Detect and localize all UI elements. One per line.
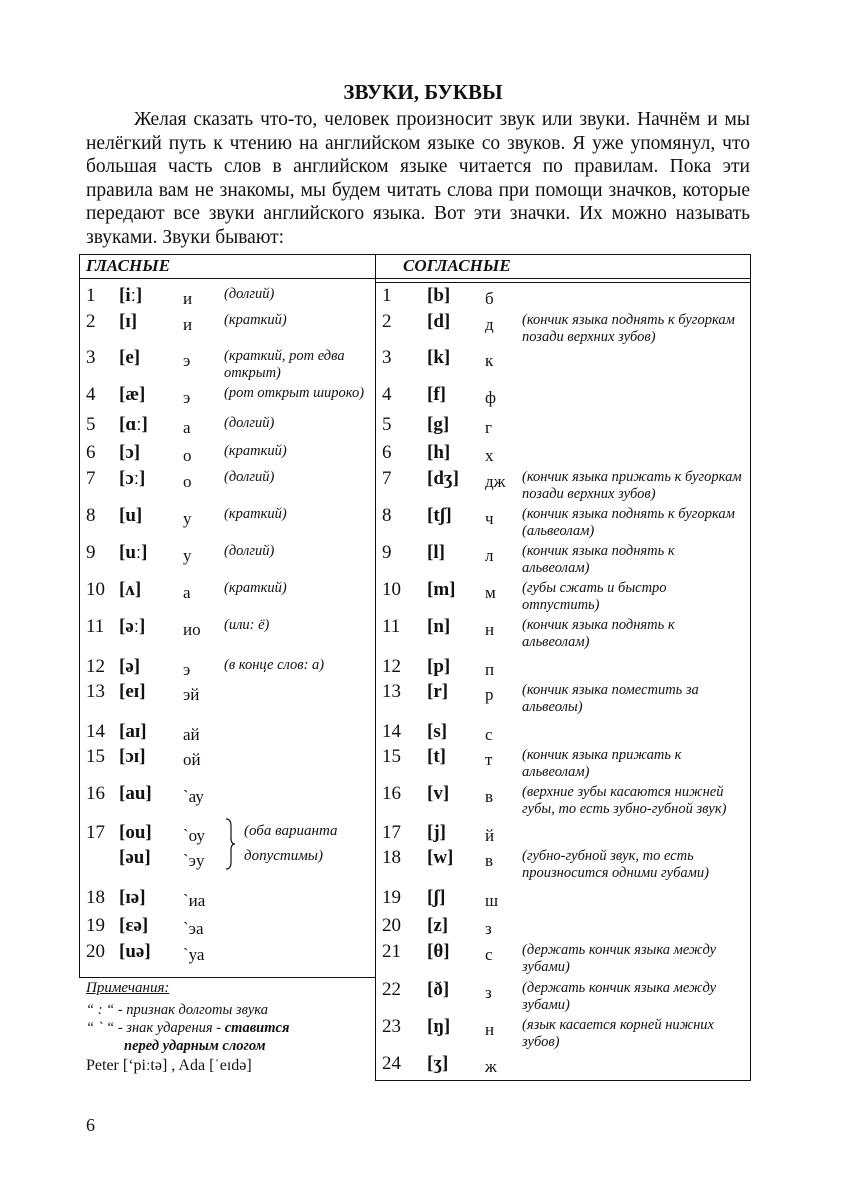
consonant-russian: н	[485, 620, 495, 639]
vowel-number: 8	[86, 505, 96, 526]
vowel-number: 5	[86, 414, 96, 435]
consonant-row	[382, 1016, 748, 1050]
consonant-note: (кончик языка прижать к бугоркам позади верхних зубов)	[522, 469, 742, 502]
vowel-row	[86, 579, 371, 603]
consonant-row	[382, 542, 748, 576]
consonant-number: 7	[382, 468, 392, 489]
consonant-note: (держать кончик языка между зубами)	[522, 980, 717, 1013]
consonant-ipa: [j]	[427, 822, 446, 843]
consonant-number: 13	[382, 681, 401, 702]
vowel-note: (краткий)	[224, 312, 287, 328]
vowel-row	[86, 468, 371, 492]
consonant-row	[382, 783, 748, 817]
consonant-russian: дж	[485, 472, 506, 491]
vowel-number: 10	[86, 579, 105, 600]
consonant-number: 18	[382, 847, 401, 868]
vowel-ipa: [u]	[119, 505, 143, 526]
consonant-number: 17	[382, 822, 401, 843]
brace-icon	[225, 818, 235, 870]
consonant-russian: м	[485, 583, 496, 602]
vowel-ipa: [ə]	[119, 656, 141, 677]
vowel-russian: э	[183, 388, 191, 407]
consonant-row	[382, 887, 748, 911]
vowel-ipa: [ɑː]	[119, 414, 148, 435]
notes-stress-mark	[86, 1020, 289, 1037]
consonant-row	[382, 915, 748, 939]
vowel-number: 18	[86, 887, 105, 908]
page-number: 6	[86, 1115, 95, 1135]
consonant-row	[382, 384, 748, 408]
vowel-ipa: [æ]	[119, 384, 146, 405]
consonant-ipa: [ʃ]	[427, 887, 446, 908]
vowel-russian: а	[183, 583, 191, 602]
vowel-ipa: [uə]	[119, 941, 151, 962]
notes-stress-continuation: перед ударным слогом	[124, 1038, 266, 1054]
consonant-ipa: [tʃ]	[427, 505, 452, 526]
consonant-row	[382, 468, 748, 502]
vowel-russian: `эа	[183, 919, 204, 938]
vowel-russian: э	[183, 351, 191, 370]
vowel-russian: у	[183, 509, 192, 528]
vowel-note: допустимы)	[244, 848, 323, 864]
consonant-ipa: [f]	[427, 384, 446, 405]
consonant-ipa: [d]	[427, 311, 451, 332]
consonant-russian: в	[485, 851, 494, 870]
vowel-russian: и	[183, 289, 193, 308]
consonant-russian: з	[485, 919, 492, 938]
consonant-russian: к	[485, 351, 494, 370]
vowel-note: (краткий)	[224, 580, 287, 596]
vowel-row	[86, 442, 371, 466]
consonant-russian: ч	[485, 509, 494, 528]
consonant-ipa: [ð]	[427, 979, 450, 1000]
vowel-ipa: [aɪ]	[119, 721, 147, 742]
vowel-number: 9	[86, 542, 96, 563]
consonant-row	[382, 847, 748, 881]
consonant-russian: л	[485, 546, 494, 565]
vowel-russian: эй	[183, 685, 200, 704]
vowel-number: 4	[86, 384, 96, 405]
vowel-russian: ой	[183, 750, 201, 769]
vowel-row	[86, 783, 371, 807]
consonant-row	[382, 822, 748, 846]
vowel-number: 13	[86, 681, 105, 702]
consonant-ipa: [k]	[427, 347, 451, 368]
intro-paragraph: Желая сказать что-то, человек произносит звук или звуки. Начнём и мы нелёгкий путь к чтению на английском языке со звуков. Я уже упомянул, что большая часть слов в английском языке читается по правилам. Пока эти правила вам не знакомы, мы будем читать слова при помощи значков, которые передают все звуки английского языка. Вот эти значки. Их можно называть звуками. Звуки бывают:	[86, 109, 750, 248]
vowel-number: 7	[86, 468, 96, 489]
consonant-row	[382, 1053, 748, 1077]
vowel-number: 3	[86, 347, 96, 368]
vowel-row	[86, 285, 371, 309]
vowel-russian: ио	[183, 620, 201, 639]
vowel-ipa: [uː]	[119, 542, 148, 563]
consonant-ipa: [dʒ]	[427, 468, 459, 489]
vowel-note: (в конце слов: а)	[224, 657, 325, 673]
vowel-row	[86, 616, 371, 640]
vowel-note: (рот открыт широко)	[224, 385, 365, 401]
consonant-russian: в	[485, 787, 494, 806]
vowel-number: 2	[86, 311, 96, 332]
consonant-note: (кончик языка поднять к бугоркам (альвеолам)	[522, 506, 735, 539]
consonant-ipa: [v]	[427, 783, 450, 804]
vowel-note: (долгий)	[224, 543, 275, 559]
vowel-number: 11	[86, 616, 105, 637]
consonant-row	[382, 616, 748, 650]
vowel-ipa: [əː]	[119, 616, 146, 637]
consonant-ipa: [ʒ]	[427, 1053, 449, 1074]
consonant-row	[382, 347, 748, 371]
consonant-row	[382, 979, 748, 1013]
consonant-row	[382, 721, 748, 745]
vowel-ipa: [ɪ]	[119, 311, 138, 332]
vowel-row	[86, 887, 371, 911]
consonant-row	[382, 681, 748, 715]
consonant-number: 23	[382, 1016, 401, 1037]
consonant-russian: ж	[485, 1057, 497, 1076]
consonant-russian: с	[485, 945, 493, 964]
vowel-russian: `эу	[183, 851, 205, 870]
vowel-ipa: [iː]	[119, 285, 143, 306]
vowel-russian: `оу	[183, 826, 206, 845]
vowel-row	[86, 656, 371, 680]
consonant-note: (кончик языка поднять к альвеолам)	[522, 543, 675, 576]
vowel-ipa: [ɛə]	[119, 915, 149, 936]
vowels-header: ГЛАСНЫЕ	[86, 256, 171, 275]
vowel-ipa: [ɔ]	[119, 442, 141, 463]
vowel-russian: у	[183, 546, 192, 565]
vowel-row	[86, 915, 371, 939]
consonant-number: 5	[382, 414, 392, 435]
consonant-russian: с	[485, 725, 493, 744]
consonant-russian: й	[485, 826, 495, 845]
notes-stress-text: “ ` “ - знак ударения -	[86, 1020, 225, 1036]
vowel-ipa: [ɔː]	[119, 468, 146, 489]
consonant-ipa: [t]	[427, 746, 446, 767]
vowel-russian: ай	[183, 725, 200, 744]
vowel-russian: э	[183, 660, 191, 679]
vowel-row	[86, 311, 371, 335]
consonant-ipa: [b]	[427, 285, 451, 306]
consonant-note: (держать кончик языка между зубами)	[522, 942, 717, 975]
consonant-ipa: [r]	[427, 681, 449, 702]
consonant-row	[382, 656, 748, 680]
consonant-number: 24	[382, 1053, 401, 1074]
vowel-number: 1	[86, 285, 96, 306]
vowel-russian: о	[183, 446, 192, 465]
consonant-russian: г	[485, 418, 492, 437]
vowel-ipa: [ʌ]	[119, 579, 142, 600]
consonant-ipa: [n]	[427, 616, 451, 637]
vowel-number: 12	[86, 656, 105, 677]
notes-title: Примечания:	[86, 980, 170, 996]
consonant-number: 1	[382, 285, 392, 306]
vowel-number: 20	[86, 941, 105, 962]
consonant-row	[382, 285, 748, 309]
vowel-russian: `иа	[183, 891, 206, 910]
consonant-number: 2	[382, 311, 392, 332]
consonant-number: 20	[382, 915, 401, 936]
vowel-row	[86, 505, 371, 529]
vowel-russian: `уа	[183, 945, 205, 964]
vowel-note: (долгий)	[224, 415, 275, 431]
consonant-russian: т	[485, 750, 493, 769]
vowel-row	[86, 414, 371, 438]
consonant-number: 22	[382, 979, 401, 1000]
vowel-russian: а	[183, 418, 191, 437]
consonant-ipa: [p]	[427, 656, 451, 677]
consonant-number: 21	[382, 941, 401, 962]
consonant-number: 9	[382, 542, 392, 563]
consonant-number: 6	[382, 442, 392, 463]
consonant-russian: б	[485, 289, 494, 308]
consonant-row	[382, 414, 748, 438]
consonant-note: (кончик языка прижать к альвеолам)	[522, 747, 682, 780]
vowel-number: 15	[86, 746, 105, 767]
consonant-ipa: [h]	[427, 442, 451, 463]
consonant-ipa: [s]	[427, 721, 448, 742]
consonant-ipa: [z]	[427, 915, 449, 936]
consonant-number: 3	[382, 347, 392, 368]
vowel-ipa: [əu]	[119, 847, 151, 868]
consonant-number: 10	[382, 579, 401, 600]
notes-example: Peter [ʻpiːtə] , Ada [ˈeɪdə]	[86, 1057, 252, 1074]
consonant-note: (кончик языка поместить за альвеолы)	[522, 682, 699, 715]
consonant-russian: з	[485, 983, 492, 1002]
consonant-ipa: [l]	[427, 542, 445, 563]
consonant-row	[382, 941, 748, 975]
vowel-note: (или: ё)	[224, 617, 270, 633]
vowel-number: 14	[86, 721, 105, 742]
consonant-ipa: [θ]	[427, 941, 450, 962]
vowel-number: 17	[86, 822, 105, 843]
vowel-number: 6	[86, 442, 96, 463]
consonant-number: 19	[382, 887, 401, 908]
consonant-ipa: [w]	[427, 847, 454, 868]
header-rule	[79, 278, 751, 279]
vowel-row	[86, 746, 371, 770]
consonant-ipa: [ŋ]	[427, 1016, 451, 1037]
notes-long-mark: “ : “ - признак долготы звука	[86, 1002, 268, 1018]
consonant-number: 4	[382, 384, 392, 405]
vowel-note: (краткий)	[224, 506, 287, 522]
vowel-note: (краткий, рот едва открыт)	[224, 348, 345, 381]
vowel-note: (оба варианта	[244, 823, 338, 839]
vowel-note: (долгий)	[224, 469, 275, 485]
consonant-russian: п	[485, 660, 495, 679]
vowel-ipa: [ɪə]	[119, 887, 146, 908]
consonant-russian: р	[485, 685, 494, 704]
consonant-row	[382, 579, 748, 613]
vowel-ipa: [ou]	[119, 822, 152, 843]
consonant-note: (верхние зубы касаются нижней губы, то есть зубно-губной звук)	[522, 784, 727, 817]
vowel-note: (долгий)	[224, 286, 275, 302]
vowel-row	[86, 384, 371, 408]
consonant-note: (кончик языка поднять к бугоркам позади верхних зубов)	[522, 312, 735, 345]
vowel-row	[86, 721, 371, 745]
consonant-row	[382, 311, 748, 345]
consonant-number: 8	[382, 505, 392, 526]
consonant-row	[382, 505, 748, 539]
vowel-number: 19	[86, 915, 105, 936]
vowel-ipa: [e]	[119, 347, 141, 368]
consonant-row	[382, 746, 748, 780]
vowel-number: 16	[86, 783, 105, 804]
consonant-note: (кончик языка поднять к альвеолам)	[522, 617, 675, 650]
vowel-ipa: [au]	[119, 783, 152, 804]
header-rule-secondary	[375, 282, 751, 283]
consonant-ipa: [g]	[427, 414, 450, 435]
consonant-number: 14	[382, 721, 401, 742]
consonant-ipa: [m]	[427, 579, 456, 600]
consonant-russian: х	[485, 446, 494, 465]
consonant-number: 11	[382, 616, 401, 637]
consonants-header: СОГЛАСНЫЕ	[403, 256, 511, 275]
consonant-note: (губно-губной звук, то есть произносится одними губами)	[522, 848, 709, 881]
consonant-row	[382, 442, 748, 466]
consonant-number: 16	[382, 783, 401, 804]
consonant-russian: н	[485, 1020, 495, 1039]
vowel-russian: и	[183, 315, 193, 334]
page-title: ЗВУКИ, БУКВЫ	[343, 80, 503, 104]
vowel-row	[86, 542, 371, 566]
consonant-note: (язык касается корней нижних зубов)	[522, 1017, 714, 1050]
consonant-note: (губы сжать и быстро отпустить)	[522, 580, 667, 613]
consonant-number: 15	[382, 746, 401, 767]
consonant-number: 12	[382, 656, 401, 677]
vowel-russian: о	[183, 472, 192, 491]
consonant-russian: ш	[485, 891, 499, 910]
consonant-russian: д	[485, 315, 494, 334]
notes-stress-bold: ставится	[224, 1020, 290, 1036]
vowel-note: (краткий)	[224, 443, 287, 459]
vowel-ipa: [ɔɪ]	[119, 746, 146, 767]
consonant-russian: ф	[485, 388, 497, 407]
vowel-row	[86, 347, 371, 381]
vowel-ipa: [eɪ]	[119, 681, 146, 702]
vowel-row	[86, 941, 371, 965]
vowel-row	[86, 681, 371, 705]
vowel-russian: `ау	[183, 787, 204, 806]
